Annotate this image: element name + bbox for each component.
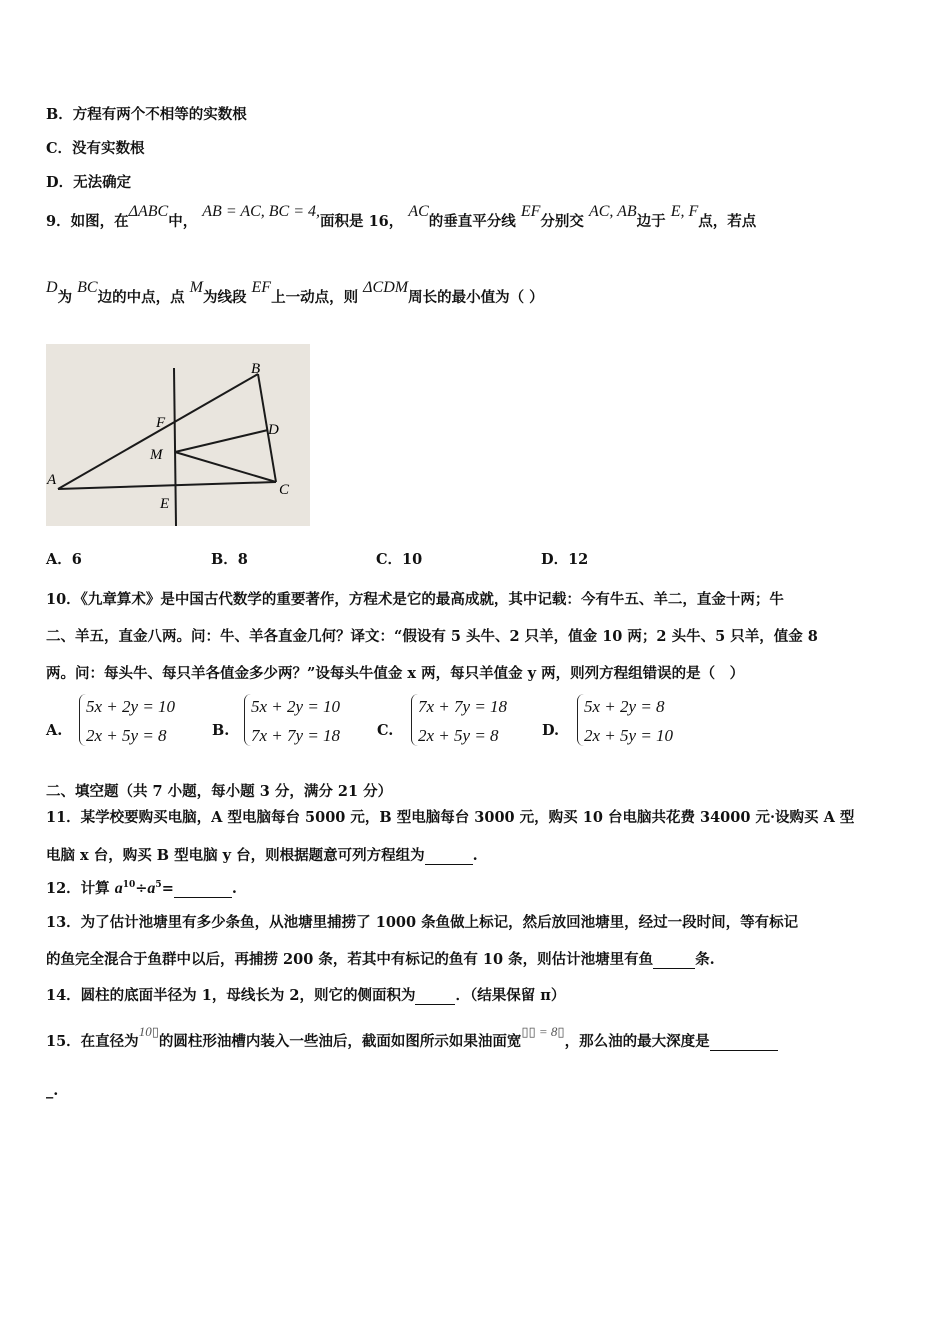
q10-option-d-label: D.	[542, 722, 560, 739]
label-a: A	[47, 472, 57, 488]
math-triangle-cdm: ΔCDM	[363, 279, 409, 296]
q13-line1: 13．为了估计池塘里有多少条鱼，从池塘里捕捞了 1000 条鱼做上标记，然后放回池塘里，经过一段时间，等有标记	[46, 914, 799, 931]
q10-line3: 两。问：每头牛、每只羊各值金多少两？”设每头牛值金 x 两，每只羊值金 y 两，则列方程组错误的是（ ）	[46, 665, 745, 682]
label-c: C	[279, 482, 290, 498]
q8-option-d: D．无法确定	[46, 174, 132, 191]
segment-ac	[58, 482, 276, 489]
q11-line2: 电脑 x 台，购买 B 型电脑 y 台，则根据题意可列方程组为 .	[46, 847, 478, 864]
q10-line1: 10．《九章算术》是中国古代数学的重要著作，方程术是它的最高成就，其中记载：今有牛五、羊二，直金十两；牛	[46, 591, 784, 608]
q10-option-b-label: B.	[212, 722, 230, 739]
answer-blank	[653, 951, 695, 969]
q9-option-c: C．10	[376, 551, 423, 568]
q9-figure	[46, 344, 310, 526]
label-e: E	[160, 496, 170, 512]
q10-option-a-system: 5x + 2y = 10 2x + 5y = 8	[86, 697, 176, 745]
q9-option-a: A．6	[46, 551, 82, 568]
q8-option-c: C．没有实数根	[46, 140, 145, 157]
q10-option-d-system: 5x + 2y = 8 2x + 5y = 10	[584, 697, 674, 745]
q10-line2: 二、羊五，直金八两。问：牛、羊各直金几何？译文：“假设有 5 头牛、2 只羊，值金 10 两；2 头牛、5 只羊，值金 8	[46, 628, 818, 645]
math-condition: AB = AC, BC = 4,	[202, 203, 321, 220]
answer-blank	[415, 987, 455, 1005]
q9-option-b: B．8	[211, 551, 248, 568]
math-m: M	[189, 279, 203, 296]
math-triangle-abc: ΔABC	[128, 203, 169, 220]
math-diameter: 10▯	[138, 1024, 159, 1039]
q9-line1: 9．如图，在ΔABC中， AB = AC, BC = 4,面积是 16， AC的垂直平分线 EF分别交 AC, AB边于 E, F点，若点	[46, 203, 757, 230]
q10-option-b-system: 5x + 2y = 10 7x + 7y = 18	[251, 697, 341, 745]
q12-line: 12．计算 $a^{10}\div a^5=$ .	[46, 880, 237, 897]
q10-option-c-system: 7x + 7y = 18 2x + 5y = 8	[418, 697, 508, 745]
answer-blank	[174, 880, 232, 898]
answer-blank	[425, 847, 473, 865]
brace-icon	[577, 694, 584, 746]
q11-line1: 11．某学校要购买电脑，A 型电脑每台 5000 元，B 型电脑每台 3000 元，购买 10 台电脑共花费 34000 元·设购买 A 型	[46, 809, 855, 826]
segment-ab	[58, 374, 258, 489]
q10-option-a-label: A.	[46, 722, 63, 739]
math-acab: AC, AB	[588, 203, 637, 220]
answer-blank	[710, 1033, 778, 1051]
math-oil-width: ▯▯ = 8▯	[521, 1024, 565, 1039]
label-f: F	[156, 415, 166, 431]
q15-line2: _.	[46, 1082, 59, 1099]
math-ef: EF	[520, 203, 541, 220]
q13-line2: 的鱼完全混合于鱼群中以后，再捕捞 200 条，若其中有标记的鱼有 10 条，则估计池塘里有鱼 条.	[46, 951, 715, 968]
q15-line1: 15．在直径为10▯的圆柱形油槽内装入一些油后，截面如图所示如果油面宽▯▯ = 8▯，那么油的最大深度是	[46, 1030, 778, 1051]
label-d: D	[268, 422, 279, 438]
q14-line: 14．圆柱的底面半径为 1，母线长为 2，则它的侧面积为 ．（结果保留 π）	[46, 987, 566, 1004]
label-b: B	[251, 361, 261, 377]
math-ef-segment: EF	[251, 279, 272, 296]
math-d: D	[46, 279, 58, 296]
geometry-diagram	[46, 344, 310, 526]
q8-option-b: B．方程有两个不相等的实数根	[46, 106, 247, 123]
q9-line2: D为 BC边的中点，点 M为线段 EF上一动点，则 ΔCDM周长的最小值为（ ）	[46, 279, 544, 306]
section-heading: 二、填空题（共 7 小题，每小题 3 分，满分 21 分）	[46, 783, 393, 800]
q10-option-c-label: C.	[377, 722, 394, 739]
segment-mc	[175, 452, 276, 482]
brace-icon	[79, 694, 86, 746]
math-ac: AC	[408, 203, 429, 220]
brace-icon	[244, 694, 251, 746]
perpendicular-bisector-ef	[174, 368, 176, 526]
q9-option-d: D．12	[541, 551, 589, 568]
segment-md	[175, 430, 268, 452]
math-ef-points: E, F	[670, 203, 699, 220]
label-m: M	[150, 447, 163, 463]
brace-icon	[411, 694, 418, 746]
math-bc: BC	[77, 279, 98, 296]
